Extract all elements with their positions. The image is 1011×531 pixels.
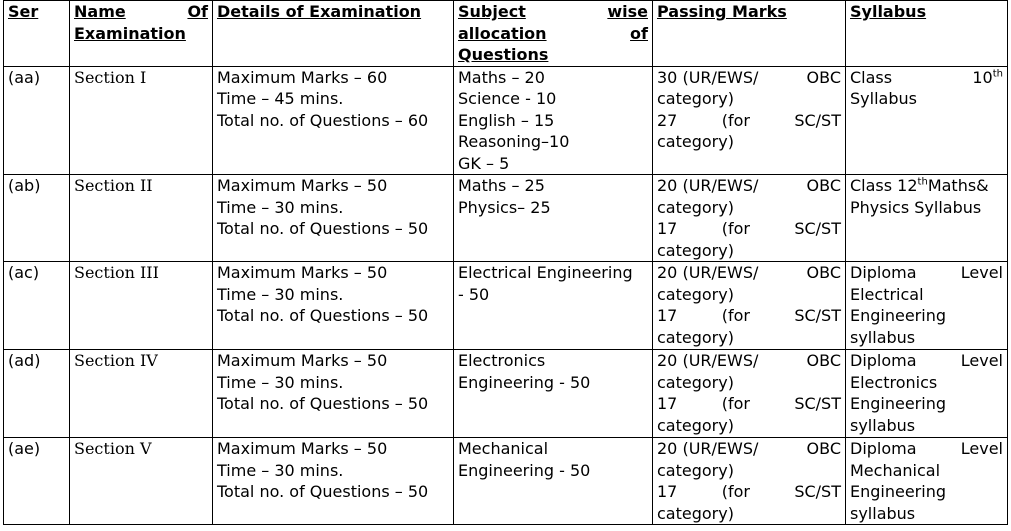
subject-cell: Mechanical Engineering - 50 — [454, 438, 653, 525]
exam-scheme-table — [3, 0, 1008, 525]
table-row — [4, 438, 1008, 525]
passing-marks-cell: 20 (UR/EWS/ OBC category) 17 (for SC/ST category) — [653, 438, 846, 525]
header-details: Details of Examination — [213, 1, 454, 67]
syllabus-cell: Diploma Level Electronics Engineering syllabus — [846, 350, 1008, 438]
subject-cell: Maths – 25 Physics– 25 — [454, 175, 653, 262]
passing-marks-cell: 20 (UR/EWS/ OBC category) 17 (for SC/ST category) — [653, 262, 846, 350]
syllabus-cell: Class 10th Syllabus — [846, 66, 1008, 175]
details-cell: Maximum Marks – 50 Time – 30 mins. Total no. of Questions – 50 — [213, 262, 454, 350]
syllabus-cell: Diploma Level Electrical Engineering syllabus — [846, 262, 1008, 350]
exam-name-cell: Section V — [70, 438, 213, 525]
table-row — [4, 175, 1008, 262]
ser-cell: (ad) — [4, 350, 70, 438]
details-cell: Maximum Marks – 50 Time – 30 mins. Total no. of Questions – 50 — [213, 438, 454, 525]
exam-name-cell: Section I — [70, 66, 213, 175]
passing-marks-cell: 30 (UR/EWS/ OBC category) 27 (for SC/ST category) — [653, 66, 846, 175]
header-name: Name Of Examination — [70, 1, 213, 67]
ser-cell: (aa) — [4, 66, 70, 175]
header-ser: Ser — [4, 1, 70, 67]
subject-cell: Electronics Engineering - 50 — [454, 350, 653, 438]
table-row — [4, 350, 1008, 438]
syllabus-cell: Class 12thMaths& Physics Syllabus — [846, 175, 1008, 262]
details-cell: Maximum Marks – 50 Time – 30 mins. Total no. of Questions – 50 — [213, 350, 454, 438]
ser-cell: (ac) — [4, 262, 70, 350]
syllabus-cell: Diploma Level Mechanical Engineering syllabus — [846, 438, 1008, 525]
passing-marks-cell: 20 (UR/EWS/ OBC category) 17 (for SC/ST category) — [653, 350, 846, 438]
exam-name-cell: Section III — [70, 262, 213, 350]
subject-cell: Maths – 20 Science - 10 English – 15 Reasoning–10 GK – 5 — [454, 66, 653, 175]
table-row — [4, 262, 1008, 350]
subject-cell: Electrical Engineering - 50 — [454, 262, 653, 350]
header-passing: Passing Marks — [653, 1, 846, 67]
details-cell: Maximum Marks – 50 Time – 30 mins. Total no. of Questions – 50 — [213, 175, 454, 262]
exam-name-cell: Section II — [70, 175, 213, 262]
header-row — [4, 1, 1008, 67]
ser-cell: (ab) — [4, 175, 70, 262]
ser-cell: (ae) — [4, 438, 70, 525]
exam-name-cell: Section IV — [70, 350, 213, 438]
header-subject: Subject wise allocation of Questions — [454, 1, 653, 67]
passing-marks-cell: 20 (UR/EWS/ OBC category) 17 (for SC/ST category) — [653, 175, 846, 262]
header-syllabus: Syllabus — [846, 1, 1008, 67]
details-cell: Maximum Marks – 60 Time – 45 mins. Total no. of Questions – 60 — [213, 66, 454, 175]
table-row — [4, 66, 1008, 175]
